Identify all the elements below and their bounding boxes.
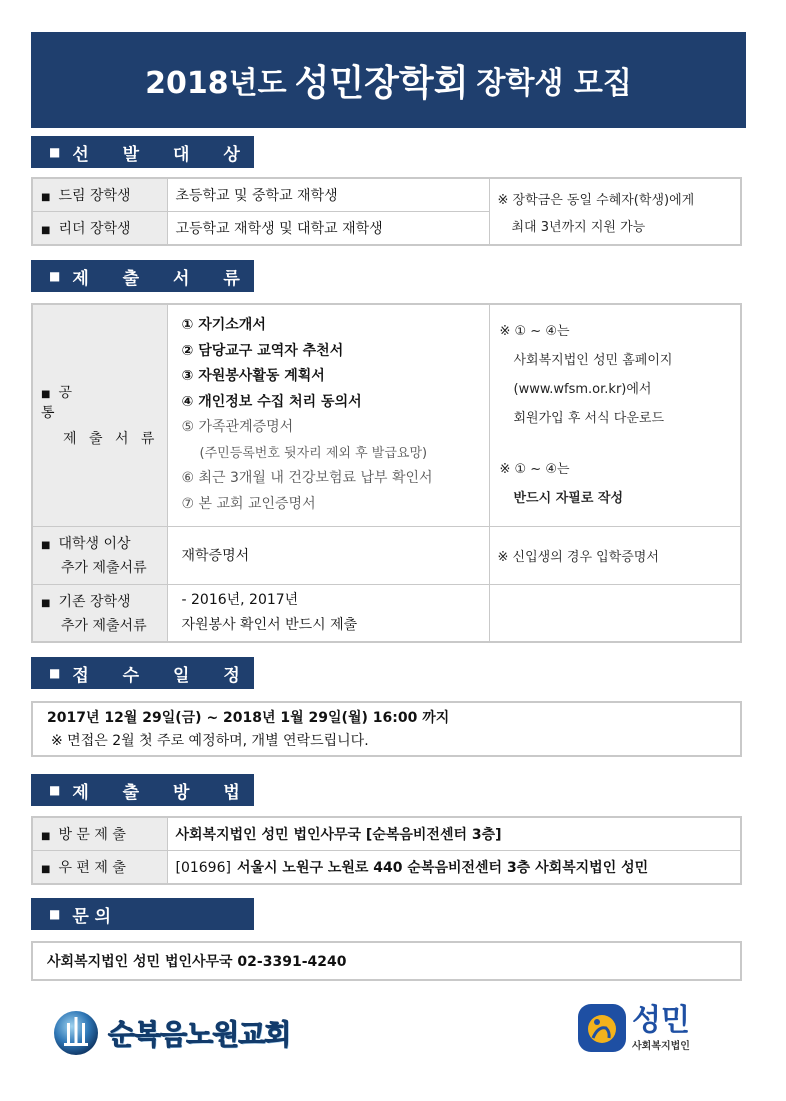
- list-item: ④ 개인정보 수집 처리 동의서: [181, 393, 362, 410]
- section-heading-inquiry: ■ 문 의: [31, 898, 254, 930]
- square-bullet-icon: ■: [49, 145, 61, 159]
- title-recruit: 장학생 모집: [476, 66, 632, 101]
- selection-table: [31, 177, 742, 246]
- church-emblem-icon: [52, 1009, 100, 1057]
- list-item: ② 담당교구 교역자 추천서: [181, 342, 344, 359]
- church-logo: [52, 1010, 290, 1056]
- documents-table: [31, 303, 742, 643]
- square-bullet-icon: ■: [49, 269, 61, 283]
- row-label-dream: ■ 드림 장학생: [32, 178, 167, 211]
- existing-note: [489, 584, 741, 642]
- row-label-college: ■ 대학생 이상 추가 제출서류: [32, 526, 167, 584]
- row-value-visit: 사회복지법인 성민 법인사무국 [순복음비전센터 3층]: [167, 817, 741, 850]
- list-item: ③ 자원봉사활동 계획서: [181, 368, 325, 385]
- square-bullet-icon: ■: [49, 666, 61, 680]
- table-row: [32, 304, 741, 526]
- section-heading-selection: ■ 선 발 대 상: [31, 136, 254, 168]
- row-label-visit: ■ 방 문 제 출: [32, 817, 167, 850]
- section-heading-documents: ■ 제 출 서 류: [31, 260, 254, 292]
- list-item: ① 자기소개서: [181, 317, 266, 334]
- row-label-mail: ■ 우 편 제 출: [32, 850, 167, 884]
- title-org: 성민장학회: [294, 62, 469, 104]
- list-item: ⑦ 본 교회 교인증명서: [181, 495, 316, 512]
- inquiry-panel: [31, 941, 742, 981]
- welfare-logo: [576, 1000, 690, 1056]
- title-year: 2018년도: [145, 66, 287, 101]
- square-bullet-icon: ■: [41, 863, 51, 875]
- welfare-emblem-icon: [576, 1002, 628, 1054]
- common-document-note: ※ ① ~ ④는 사회복지법인 성민 홈페이지 (www.wfsm.or.kr)에서 회원가입 후 서식 다운로드 ※ ① ~ ④는 반드시 자필로 작성: [489, 304, 741, 526]
- square-bullet-icon: ■: [41, 830, 51, 842]
- row-label-common: ■ 공 통 제 출 서 류: [32, 304, 167, 526]
- row-value-mail: [01696] 서울시 노원구 노원로 440 순복음비전센터 3층 사회복지법인 성민: [167, 850, 741, 884]
- table-row: [32, 526, 741, 584]
- section-heading-schedule: ■ 접 수 일 정: [31, 657, 254, 689]
- welfare-logo-name: 성민: [632, 1002, 690, 1038]
- table-row: [32, 584, 741, 642]
- title-banner: [31, 32, 746, 128]
- square-bullet-icon: ■: [41, 224, 51, 236]
- square-bullet-icon: ■: [49, 783, 61, 797]
- square-bullet-icon: ■: [41, 389, 51, 401]
- schedule-period: 2017년 12월 29일(금) ~ 2018년 1월 29일(월) 16:00 까지: [47, 710, 450, 726]
- schedule-panel: [31, 701, 742, 757]
- square-bullet-icon: ■: [41, 597, 51, 609]
- table-row: [32, 850, 741, 884]
- table-row: [32, 178, 741, 211]
- list-item: ⑤ 가족관계증명서: [181, 419, 294, 436]
- method-table: [31, 816, 742, 885]
- row-value-existing: - 2016년, 2017년 자원봉사 확인서 반드시 제출: [167, 584, 489, 642]
- college-note: ※ 신입생의 경우 입학증명서: [489, 526, 741, 584]
- row-value-college: 재학증명서: [167, 526, 489, 584]
- table-row: [32, 817, 741, 850]
- selection-note: ※ 장학금은 동일 수혜자(학생)에게 최대 3년까지 지원 가능: [489, 178, 741, 245]
- row-value-dream: 초등학교 및 중학교 재학생: [167, 178, 489, 211]
- welfare-logo-sub: 사회복지법인: [632, 1040, 690, 1052]
- inquiry-contact: 사회복지법인 성민 법인사무국 02-3391-4240: [47, 954, 347, 970]
- schedule-note: ※ 면접은 2월 첫 주로 예정하며, 개별 연락드립니다.: [51, 733, 369, 749]
- square-bullet-icon: ■: [41, 191, 51, 203]
- list-item: (주민등록번호 뒷자리 제외 후 발급요망): [199, 445, 428, 461]
- square-bullet-icon: ■: [49, 907, 61, 921]
- row-value-leader: 고등학교 재학생 및 대학교 재학생: [167, 211, 489, 245]
- common-document-list: [167, 304, 489, 526]
- row-label-existing: ■ 기존 장학생 추가 제출서류: [32, 584, 167, 642]
- church-logo-text: 순복음노원교회: [108, 1018, 291, 1051]
- section-heading-method: ■ 제 출 방 법: [31, 774, 254, 806]
- list-item: ⑥ 최근 3개월 내 건강보험료 납부 확인서: [181, 470, 433, 487]
- row-label-leader: ■ 리더 장학생: [32, 211, 167, 245]
- square-bullet-icon: ■: [41, 540, 51, 551]
